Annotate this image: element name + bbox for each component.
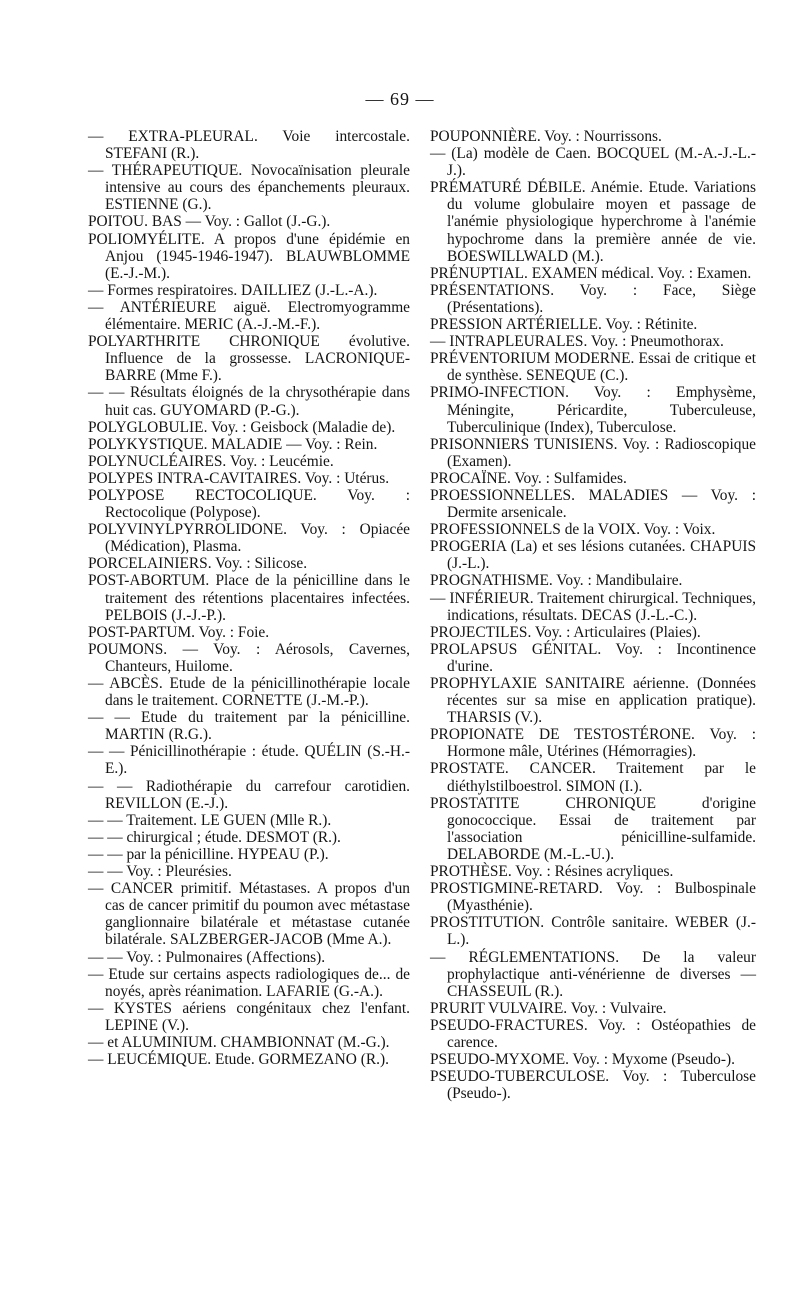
index-entry: PROPIONATE DE TESTOSTÉRONE. Voy. : Hormone mâle, Utérines (Hémorragies). xyxy=(430,726,756,761)
index-entry: — — chirurgical ; étude. DESMOT (R.). xyxy=(88,828,341,846)
index-entry: PRESSION ARTÉRIELLE. Voy. : Rétinite. xyxy=(430,316,698,334)
index-entry: POITOU. BAS — Voy. : Gallot (J.-G.). xyxy=(88,213,331,231)
index-entry: — Etude sur certains aspects radiologiques de... de noyés, après réanimation. LAFARIE (G.-A.). xyxy=(88,965,410,1000)
index-entry: PROESSIONNELLES. MALADIES — Voy. : Dermite arsenicale. xyxy=(430,486,756,522)
index-entry: — — Résultats éloignés de la chrysothérapie dans huit cas. GUYOMARD (P.-G.). xyxy=(88,384,410,419)
index-entry: — — Pénicillinothérapie : étude. QUÉLIN (S.-H.-E.). xyxy=(88,743,410,778)
index-entry: POUMONS. — Voy. : Aérosols, Cavernes, Chanteurs, Huilome. xyxy=(88,640,410,675)
index-entry: PROSTATE. CANCER. Traitement par le diéthylstilboestrol. SIMON (I.). xyxy=(430,760,756,795)
index-entry: — — Radiothérapie du carrefour carotidien. REVILLON (E.-J.). xyxy=(88,777,410,812)
index-entry: PRÉVENTORIUM MODERNE. Essai de critique et de synthèse. SENEQUE (C.). xyxy=(430,350,756,385)
index-entry: PRISONNIERS TUNISIENS. Voy. : Radioscopique (Examen). xyxy=(430,435,756,470)
index-entry: POLYKYSTIQUE. MALADIE — Voy. : Rein. xyxy=(88,435,378,453)
index-entry: PSEUDO-MYXOME. Voy. : Myxome (Pseudo-). xyxy=(430,1051,735,1069)
index-entry: POLYNUCLÉAIRES. Voy. : Leucémie. xyxy=(88,452,334,470)
index-entry: PROCAÏNE. Voy. : Sulfamides. xyxy=(430,469,627,487)
index-entry: PRIMO-INFECTION. Voy. : Emphysème, Méningite, Péricardite, Tuberculeuse, Tuberculinique (Index), Tuberculose. xyxy=(430,384,756,436)
index-entry: — (La) modèle de Caen. BOCQUEL (M.-A.-J.-L.-J.). xyxy=(430,145,756,180)
index-entry: POLYGLOBULIE. Voy. : Geisbock (Maladie de). xyxy=(88,418,396,436)
index-entry: PROJECTILES. Voy. : Articulaires (Plaies). xyxy=(430,623,701,641)
index-entry: POLYVINYLPYRROLIDONE. Voy. : Opiacée (Médication), Plasma. xyxy=(88,521,410,556)
index-entry: PROSTATITE CHRONIQUE d'origine gonococcique. Essai de traitement par l'association pénicilline-sulfamide. DELABORDE (M.-L.-U.). xyxy=(430,794,756,863)
index-entry: PROFESSIONNELS de la VOIX. Voy. : Voix. xyxy=(430,521,716,539)
index-entry: PROSTIGMINE-RETARD. Voy. : Bulbospinale (Myasthénie). xyxy=(430,880,756,915)
index-entry: POST-PARTUM. Voy. : Foie. xyxy=(88,623,270,641)
index-entry: — EXTRA-PLEURAL. Voie intercostale. STEFANI (R.). xyxy=(88,128,410,163)
index-entry: POST-ABORTUM. Place de la pénicilline dans le traitement des rétentions placentaires infectées. PELBOIS (J.-J.-P.). xyxy=(88,572,410,624)
index-entry: — ANTÉRIEURE aiguë. Electromyogramme élémentaire. MERIC (A.-J.-M.-F.). xyxy=(88,298,410,334)
index-entry: PSEUDO-FRACTURES. Voy. : Ostéopathies de carence. xyxy=(430,1016,756,1051)
index-entry: — RÉGLEMENTATIONS. De la valeur prophylactique anti-vénérienne de diverses — CHASSEUIL (R.). xyxy=(430,948,756,1000)
index-entry: POLYPOSE RECTOCOLIQUE. Voy. : Rectocolique (Polypose). xyxy=(88,486,410,522)
index-entry: — LEUCÉMIQUE. Etude. GORMEZANO (R.). xyxy=(88,1051,389,1069)
index-entry: PROTHÈSE. Voy. : Résines acryliques. xyxy=(430,863,674,881)
index-entry: PROPHYLAXIE SANITAIRE aérienne. (Données récentes sur sa mise en application pratique). THARSIS (V.). xyxy=(430,675,756,727)
index-entry: — ABCÈS. Etude de la pénicillinothérapie locale dans le traitement. CORNETTE (J.-M.-P.). xyxy=(88,675,410,710)
index-entry: — KYSTES aériens congénitaux chez l'enfant. LEPINE (V.). xyxy=(88,999,410,1034)
index-entry: PRURIT VULVAIRE. Voy. : Vulvaire. xyxy=(430,999,667,1017)
index-entry: — INFÉRIEUR. Traitement chirurgical. Techniques, indications, résultats. DECAS (J.-L.-C.). xyxy=(430,589,756,624)
index-entry: POLIOMYÉLITE. A propos d'une épidémie en Anjou (1945-1946-1947). BLAUWBLOMME (E.-J.-M.). xyxy=(88,230,410,282)
index-entry: — — Etude du traitement par la pénicilline. MARTIN (R.G.). xyxy=(88,709,410,744)
index-column-right xyxy=(430,128,756,1102)
index-entry: — Formes respiratoires. DAILLIEZ (J.-L.-A.). xyxy=(88,281,378,299)
index-entry: — et ALUMINIUM. CHAMBIONNAT (M.-G.). xyxy=(88,1033,390,1051)
index-entry: PRÉMATURÉ DÉBILE. Anémie. Etude. Variations du volume globulaire moyen et passage de l'anémie physiologique hyperchrome à l'anémie hypochrome dans la première année de vie. BOESWILLWALD (M.). xyxy=(430,179,756,265)
index-column-left xyxy=(88,128,410,1068)
index-entry: PROGNATHISME. Voy. : Mandibulaire. xyxy=(430,572,683,590)
index-entry: — — Voy. : Pleurésies. xyxy=(88,863,232,881)
index-entry: PROGERIA (La) et ses lésions cutanées. CHAPUIS (J.-L.). xyxy=(430,538,756,573)
index-entry: PSEUDO-TUBERCULOSE. Voy. : Tuberculose (Pseudo-). xyxy=(430,1068,756,1103)
index-entry: PRÉSENTATIONS. Voy. : Face, Siège (Présentations). xyxy=(430,281,756,316)
index-entry: PORCELAINIERS. Voy. : Silicose. xyxy=(88,555,308,573)
index-entry: PROLAPSUS GÉNITAL. Voy. : Incontinence d'urine. xyxy=(430,640,756,675)
index-entry: POLYARTHRITE CHRONIQUE évolutive. Influence de la grossesse. LACRONIQUE-BARRE (Mme F.). xyxy=(88,333,410,385)
page-number: — 69 — xyxy=(365,89,435,109)
index-entry: — — Traitement. LE GUEN (Mlle R.). xyxy=(88,811,332,829)
index-entry: — THÉRAPEUTIQUE. Novocaïnisation pleurale intensive au cours des épanchements pleuraux. ESTIENNE (G.). xyxy=(88,162,410,214)
index-entry: PROSTITUTION. Contrôle sanitaire. WEBER (J.-L.). xyxy=(430,914,756,949)
index-entry: — — Voy. : Pulmonaires (Affections). xyxy=(88,948,326,966)
index-entry: — — par la pénicilline. HYPEAU (P.). xyxy=(88,845,329,863)
index-entry: POLYPES INTRA-CAVITAIRES. Voy. : Utérus. xyxy=(88,469,390,487)
index-entry: — INTRAPLEURALES. Voy. : Pneumothorax. xyxy=(430,333,724,351)
index-entry: — CANCER primitif. Métastases. A propos d'un cas de cancer primitif du poumon avec métastase ganglionnaire bilatérale et métastase cutanée bilatérale. SALZBERGER-JACOB (Mme A.). xyxy=(88,880,410,949)
index-entry: PRÉNUPTIAL. EXAMEN médical. Voy. : Examen. xyxy=(430,264,752,282)
index-entry: POUPONNIÈRE. Voy. : Nourrissons. xyxy=(430,128,662,145)
